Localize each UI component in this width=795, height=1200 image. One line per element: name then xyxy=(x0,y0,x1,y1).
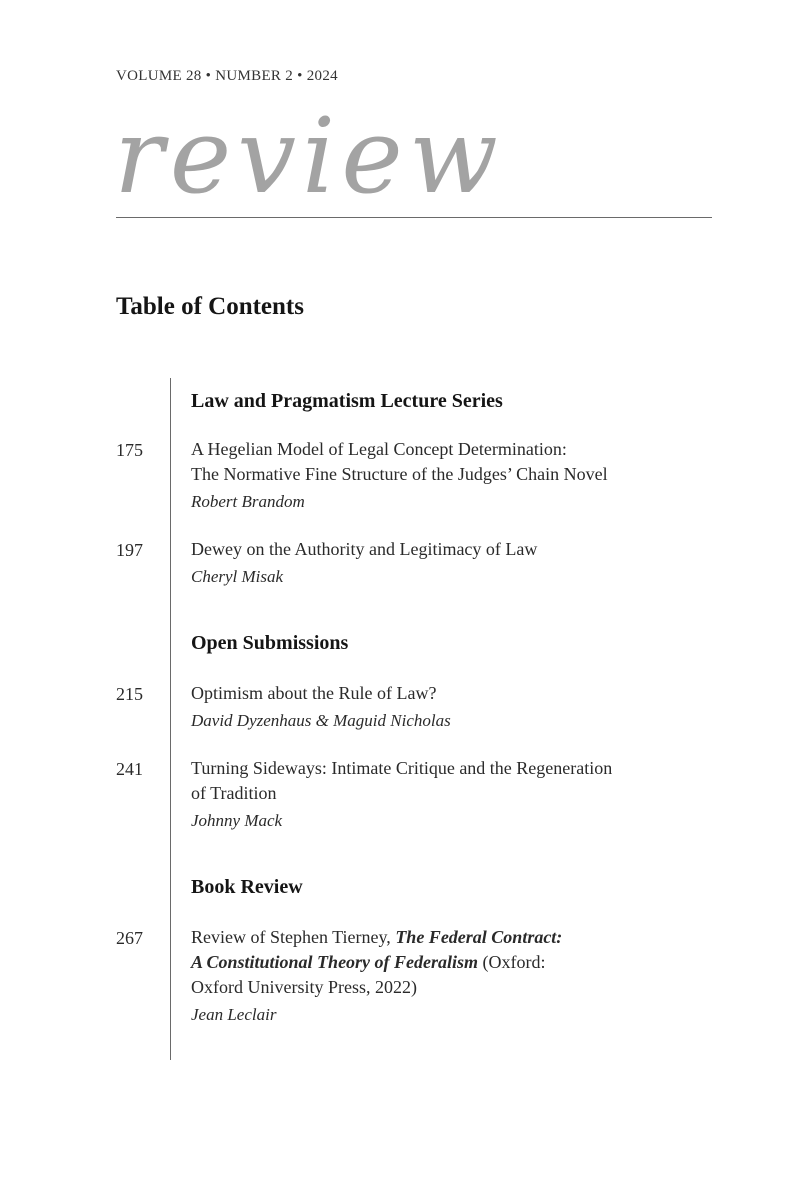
entry-title-line: The Normative Fine Structure of the Judges’ Chain Novel xyxy=(191,464,608,484)
page-number: 197 xyxy=(116,540,143,560)
toc-divider-line xyxy=(170,378,171,1060)
entry-title-line: of Tradition xyxy=(191,783,277,803)
entry-author: David Dyzenhaus & Maguid Nicholas xyxy=(191,711,451,730)
toc-entry[interactable] xyxy=(191,437,701,514)
section-heading-book-review: Book Review xyxy=(191,876,303,898)
toc-entry[interactable] xyxy=(191,537,701,589)
toc-entry[interactable] xyxy=(191,756,701,833)
entry-title-line: A Hegelian Model of Legal Concept Determination: xyxy=(191,439,567,459)
toc-entry[interactable] xyxy=(191,925,701,1027)
book-title: The Federal Contract: xyxy=(395,927,563,947)
entry-title-line: Oxford University Press, 2022) xyxy=(191,977,417,997)
entry-author: Cheryl Misak xyxy=(191,567,284,586)
section-heading-law-pragmatism: Law and Pragmatism Lecture Series xyxy=(191,390,503,412)
book-title: A Constitutional Theory of Federalism xyxy=(191,952,479,972)
entry-title-line: Dewey on the Authority and Legitimacy of Law xyxy=(191,539,538,559)
review-suffix: (Oxford: xyxy=(478,952,546,972)
entry-title-line xyxy=(191,950,701,975)
entry-author: Robert Brandom xyxy=(191,492,305,511)
issue-info: VOLUME 28 • NUMBER 2 • 2024 xyxy=(116,68,338,84)
page-number: 215 xyxy=(116,684,143,704)
entry-author: Jean Leclair xyxy=(191,1005,277,1024)
journal-logo: review xyxy=(114,95,504,217)
toc-entry[interactable] xyxy=(191,681,701,733)
header-rule xyxy=(116,217,712,218)
page-number: 175 xyxy=(116,440,143,460)
page-title: Table of Contents xyxy=(116,293,304,320)
review-prefix: Review of Stephen Tierney, xyxy=(191,927,396,947)
page-number: 241 xyxy=(116,759,143,779)
entry-author: Johnny Mack xyxy=(191,811,283,830)
entry-title-line: Turning Sideways: Intimate Critique and the Regeneration xyxy=(191,758,613,778)
section-heading-open-submissions: Open Submissions xyxy=(191,632,349,654)
page-number: 267 xyxy=(116,928,143,948)
entry-title-line: Optimism about the Rule of Law? xyxy=(191,683,437,703)
entry-title-line xyxy=(191,925,701,950)
